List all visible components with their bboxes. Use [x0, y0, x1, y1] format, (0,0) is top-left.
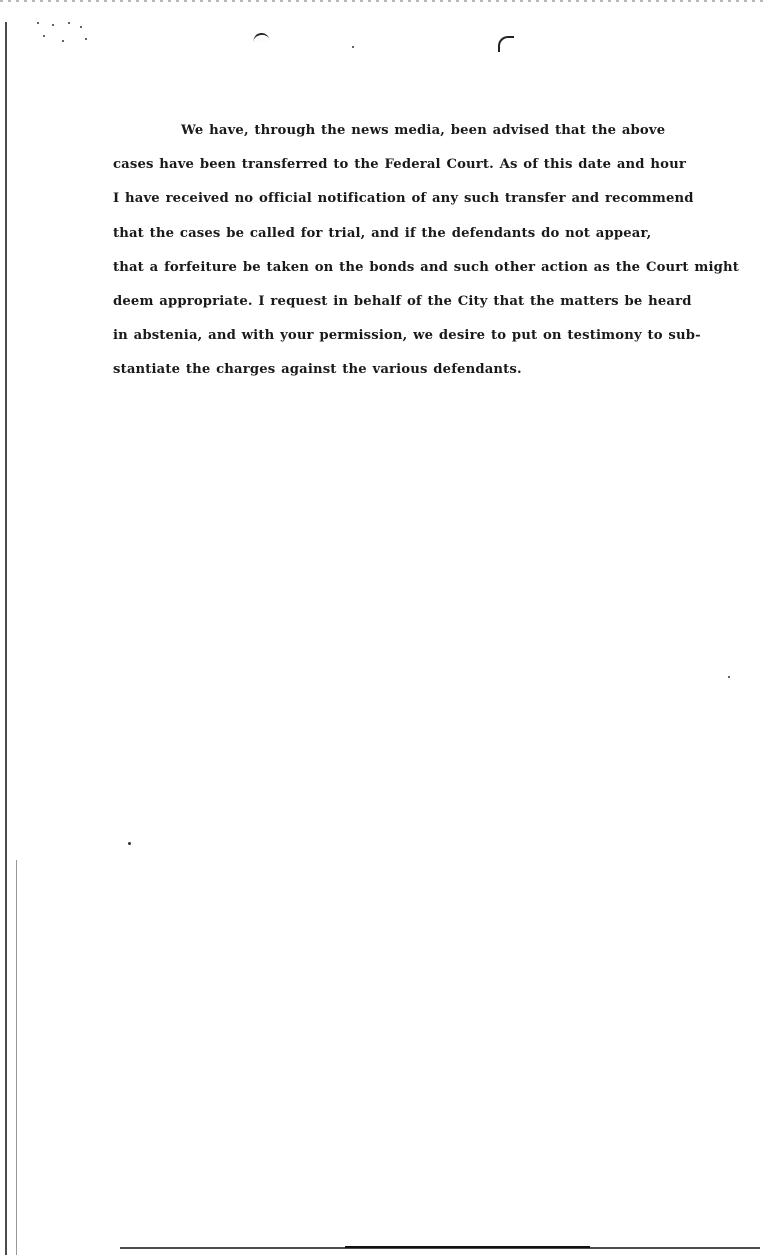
paragraph-line: that a forfeiture be taken on the bonds and such other action as the Court might	[113, 259, 739, 275]
paragraph-line: stantiate the charges against the various defendants.	[113, 362, 522, 378]
paragraph-line: in abstenia, and with your permission, we desire to put on testimony to sub-	[113, 328, 701, 344]
scan-left-edge	[5, 22, 7, 1255]
scan-speck	[128, 842, 131, 845]
scan-speck	[52, 24, 54, 26]
scan-speck	[62, 40, 64, 42]
paragraph-line: I have received no official notification of any such transfer and recommend	[113, 191, 694, 207]
scan-speck	[43, 35, 45, 37]
punch-hole-mark-right	[498, 36, 514, 52]
paragraph-line: cases have been transferred to the Federal Court. As of this date and hour	[113, 157, 686, 173]
scan-speck	[85, 38, 87, 40]
scan-bottom-edge-thick	[345, 1246, 590, 1248]
paragraph-line: deem appropriate. I request in behalf of the City that the matters be heard	[113, 293, 692, 309]
scan-speck	[68, 22, 70, 24]
paragraph-line: that the cases be called for trial, and if the defendants do not appear,	[113, 225, 652, 241]
scan-left-edge-inner	[16, 860, 17, 1255]
scan-top-edge	[0, 0, 763, 2]
letter-paragraph	[113, 119, 739, 393]
paragraph-line: We have, through the news media, been advised that the above	[181, 123, 666, 138]
scan-speck	[352, 46, 354, 48]
punch-hole-mark-left	[253, 32, 270, 42]
scan-speck	[37, 22, 39, 24]
scan-speck	[728, 676, 730, 678]
scan-speck	[80, 26, 82, 28]
